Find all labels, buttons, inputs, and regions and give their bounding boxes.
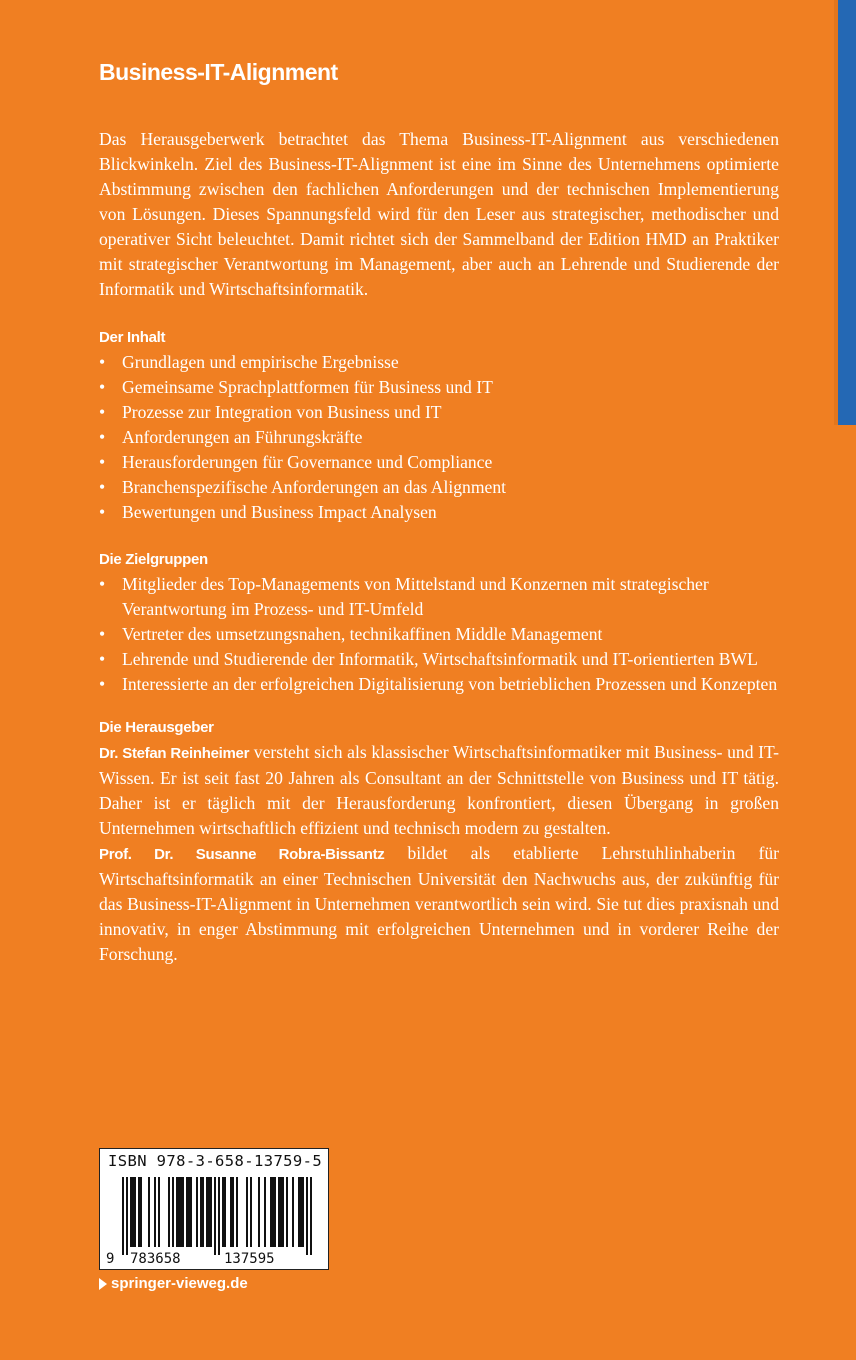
bullet-icon: • — [99, 402, 106, 423]
barcode-bar — [246, 1177, 248, 1247]
barcode-bar — [176, 1177, 178, 1247]
bullet-icon: • — [99, 427, 106, 448]
barcode-graphic — [100, 1177, 328, 1269]
barcode-bar — [132, 1177, 134, 1247]
herausgeber-section — [99, 717, 779, 967]
website-link[interactable] — [99, 1275, 248, 1292]
barcode-bar — [168, 1177, 170, 1247]
zielgruppen-heading: Die Zielgruppen — [99, 551, 208, 569]
barcode-bar — [210, 1177, 212, 1247]
barcode-bar — [274, 1177, 276, 1247]
barcode-bar — [158, 1177, 160, 1247]
barcode-bar — [206, 1177, 208, 1247]
list-item: • Anforderungen an Führungskräfte — [99, 425, 779, 450]
barcode-bar — [214, 1177, 216, 1255]
barcode-bar — [140, 1177, 142, 1247]
barcode-bar — [138, 1177, 140, 1247]
barcode-digits: 137595 — [224, 1251, 275, 1267]
editor1-bio — [99, 740, 779, 841]
barcode-bar — [264, 1177, 266, 1247]
barcode-bar — [224, 1177, 226, 1247]
barcode-bar — [218, 1177, 220, 1255]
back-cover-content — [99, 60, 779, 991]
barcode-bar — [250, 1177, 252, 1247]
isbn-barcode — [99, 1148, 329, 1270]
barcode-bar — [232, 1177, 234, 1247]
barcode-bar — [196, 1177, 198, 1247]
barcode-bar — [278, 1177, 280, 1247]
barcode-bar — [306, 1177, 308, 1255]
list-item: • Herausforderungen für Governance und Compliance — [99, 450, 779, 475]
inhalt-list — [99, 350, 779, 525]
barcode-bar — [300, 1177, 302, 1247]
barcode-bar — [230, 1177, 232, 1247]
barcode-bar — [148, 1177, 150, 1247]
barcode-bar — [222, 1177, 224, 1247]
editor2-text: bildet als etablierte Lehrstuhlinhaberin für Wirtschaftsinformatik an einer Technischen Universität den Nachwuchs aus, der zukünftig für das Business-IT-Alignment in Unternehmen verantwortlich sein wird. Sie tut dies praxisnah und innovativ, in enger Abstimmung mit erfolgreichen Unternehmen und in vorderer Reihe der Forschung. — [99, 843, 779, 965]
barcode-digits: 783658 — [130, 1251, 181, 1267]
barcode-bar — [292, 1177, 294, 1247]
list-item: • Lehrende und Studierende der Informatik, Wirtschaftsinformatik und IT-orientierten BWL — [99, 647, 779, 672]
bullet-icon: • — [99, 452, 106, 473]
barcode-bar — [258, 1177, 260, 1247]
editor2-name: Prof. Dr. Susanne Robra-Bissantz — [99, 846, 385, 864]
barcode-bar — [188, 1177, 190, 1247]
barcode-bar — [282, 1177, 284, 1247]
list-item: • Branchenspezifische Anforderungen an das Alignment — [99, 475, 779, 500]
barcode-digits: 9 — [106, 1251, 115, 1267]
barcode-bar — [280, 1177, 282, 1247]
barcode-bar — [154, 1177, 156, 1247]
zielgruppen-section — [99, 549, 779, 697]
barcode-bar — [202, 1177, 204, 1247]
zielgruppen-list — [99, 572, 779, 697]
list-item: • Grundlagen und empirische Ergebnisse — [99, 350, 779, 375]
editor1-name: Dr. Stefan Reinheimer — [99, 745, 250, 763]
barcode-bar — [186, 1177, 188, 1247]
bullet-icon: • — [99, 624, 106, 645]
herausgeber-heading: Die Herausgeber — [99, 719, 214, 737]
list-item: • Vertreter des umsetzungsnahen, technikaffinen Middle Management — [99, 622, 779, 647]
barcode-bar — [200, 1177, 202, 1247]
bullet-icon: • — [99, 649, 106, 670]
barcode-bar — [182, 1177, 184, 1247]
barcode-bar — [286, 1177, 288, 1247]
barcode-bar — [178, 1177, 180, 1247]
barcode-bar — [236, 1177, 238, 1247]
bullet-icon: • — [99, 352, 106, 373]
bullet-icon: • — [99, 674, 106, 695]
bullet-icon: • — [99, 502, 106, 523]
bullet-icon: • — [99, 377, 106, 398]
inhalt-section — [99, 327, 779, 525]
barcode-bar — [180, 1177, 182, 1247]
barcode-bar — [130, 1177, 132, 1247]
barcode-bar — [298, 1177, 300, 1247]
bullet-icon: • — [99, 477, 106, 498]
book-title: Business-IT-Alignment — [99, 59, 338, 85]
barcode-bar — [208, 1177, 210, 1247]
intro-paragraph: Das Herausgeberwerk betrachtet das Thema Business-IT-Alignment aus verschiedenen Blickwinkeln. Ziel des Business-IT-Alignment ist eine im Sinne des Unternehmens optimierte Abstimmung zwischen den fachlichen Anforderungen und der technischen Implementierung von Lösungen. Dieses Spannungsfeld wird für den Leser aus strategischer, methodischer und operativer Sicht beleuchtet. Damit richtet sich der Sammelband der Edition HMD an Praktiker mit strategischer Verantwortung im Management, aber auch an Lehrende und Studierende der Informatik und Wirtschaftsinformatik. — [99, 129, 779, 300]
isbn-label: ISBN 978-3-658-13759-5 — [108, 1152, 323, 1170]
list-item: • Interessierte an der erfolgreichen Digitalisierung von betrieblichen Prozessen und Konzepten — [99, 672, 779, 697]
bullet-icon: • — [99, 574, 106, 595]
inhalt-heading: Der Inhalt — [99, 329, 166, 347]
barcode-bar — [134, 1177, 136, 1247]
website-label: springer-vieweg.de — [111, 1275, 248, 1292]
barcode-bar — [172, 1177, 174, 1247]
barcode-bar — [126, 1177, 128, 1255]
list-item: • Bewertungen und Business Impact Analysen — [99, 500, 779, 525]
barcode-bar — [272, 1177, 274, 1247]
barcode-bar — [310, 1177, 312, 1255]
barcode-bar — [122, 1177, 124, 1255]
list-item: • Gemeinsame Sprachplattformen für Business und IT — [99, 375, 779, 400]
barcode-bar — [270, 1177, 272, 1247]
barcode-bar — [190, 1177, 192, 1247]
spine-accent-strip — [838, 0, 856, 425]
list-item: • Mitglieder des Top-Managements von Mittelstand und Konzernen mit strategischer Verantwortung im Prozess- und IT-Umfeld — [99, 574, 709, 620]
editor2-bio — [99, 841, 779, 967]
editor1-text: versteht sich als klassischer Wirtschaftsinformatiker mit Business- und IT-Wissen. Er ist seit fast 20 Jahren als Consultant an der Schnittstelle von Business und IT tätig. Daher ist er täglich mit der Herausforderung konfrontiert, diesen Übergang in großen Unternehmen wirtschaftlich effizient und technisch modern zu gestalten. — [99, 742, 779, 839]
arrow-right-icon — [99, 1278, 107, 1290]
list-item: • Prozesse zur Integration von Business und IT — [99, 400, 779, 425]
barcode-bar — [302, 1177, 304, 1247]
